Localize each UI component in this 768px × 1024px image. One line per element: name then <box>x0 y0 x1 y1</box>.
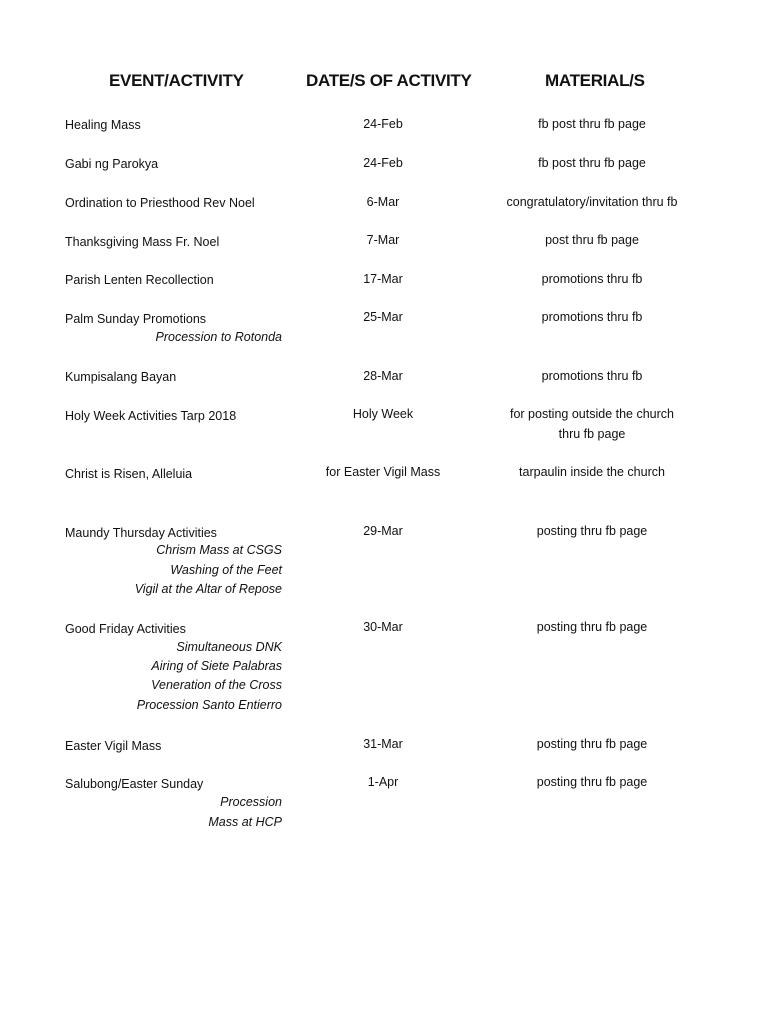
material-cell <box>542 308 643 328</box>
material-line: fb post thru fb page <box>538 156 646 170</box>
material-cell <box>542 367 643 387</box>
material-line: posting thru fb page <box>536 620 648 634</box>
activity-date: 6-Mar <box>366 195 400 209</box>
event-name: Gabi ng Parokya <box>65 157 159 171</box>
material-line: tarpaulin inside the church <box>519 465 665 479</box>
sub-activity: Procession to Rotonda <box>155 330 282 344</box>
activity-date: Holy Week <box>352 407 414 421</box>
sub-activity: Procession Santo Entierro <box>136 698 282 712</box>
sub-activity: Vigil at the Altar of Repose <box>134 582 282 596</box>
material-cell <box>537 735 648 755</box>
material-cell <box>507 193 678 213</box>
activity-date: 29-Mar <box>363 524 403 538</box>
event-name: Healing Mass <box>65 118 141 132</box>
material-line: promotions thru fb <box>541 272 643 286</box>
sub-activity: Mass at HCP <box>208 815 282 829</box>
material-line: posting thru fb page <box>536 775 648 789</box>
activity-date: 1-Apr <box>367 775 399 789</box>
activity-date: 25-Mar <box>363 310 403 324</box>
activity-date: 24-Feb <box>363 156 403 170</box>
event-name: Good Friday Activities <box>65 622 186 636</box>
event-name: Palm Sunday Promotions <box>65 312 207 326</box>
material-cell <box>537 522 648 542</box>
activity-date: for Easter Vigil Mass <box>325 465 441 479</box>
event-name: Kumpisalang Bayan <box>65 370 177 384</box>
material-line: promotions thru fb <box>541 310 643 324</box>
material-line: for posting outside the church <box>510 407 674 421</box>
sub-activity: Simultaneous DNK <box>176 640 282 654</box>
material-cell <box>519 463 665 483</box>
sub-activity: Procession <box>220 795 282 809</box>
material-cell <box>537 773 648 793</box>
material-line: congratulatory/invitation thru fb <box>506 195 678 209</box>
activity-date: 30-Mar <box>363 620 403 634</box>
material-line: fb post thru fb page <box>538 117 646 131</box>
material-cell <box>538 115 646 135</box>
event-name: Maundy Thursday Activities <box>65 526 217 540</box>
activity-date: 24-Feb <box>363 117 403 131</box>
material-cell <box>510 405 674 444</box>
material-line: thru fb page <box>558 426 626 441</box>
activity-date: 31-Mar <box>363 737 403 751</box>
event-name: Christ is Risen, Alleluia <box>65 467 193 481</box>
material-line: post thru fb page <box>545 233 639 247</box>
material-cell <box>537 618 648 638</box>
material-cell <box>542 270 643 290</box>
event-name: Holy Week Activities Tarp 2018 <box>65 409 237 423</box>
materials-header: MATERIAL/S <box>545 71 645 90</box>
sub-activity: Veneration of the Cross <box>151 678 282 692</box>
material-line: posting thru fb page <box>536 737 648 751</box>
activity-date: 28-Mar <box>363 369 403 383</box>
material-line: promotions thru fb <box>541 369 643 383</box>
event-name: Salubong/Easter Sunday <box>65 777 204 791</box>
event-name: Parish Lenten Recollection <box>65 273 214 287</box>
material-cell <box>538 154 646 174</box>
event-activity-header: EVENT/ACTIVITY <box>109 71 244 90</box>
event-name: Ordination to Priesthood Rev Noel <box>65 196 255 210</box>
event-name: Easter Vigil Mass <box>65 739 162 753</box>
activity-date: 7-Mar <box>366 233 400 247</box>
material-line: posting thru fb page <box>536 524 648 538</box>
dates-of-activity-header: DATE/S OF ACTIVITY <box>306 71 472 90</box>
event-name: Thanksgiving Mass Fr. Noel <box>65 235 220 249</box>
sub-activity: Washing of the Feet <box>170 563 282 577</box>
activity-date: 17-Mar <box>363 272 403 286</box>
sub-activity: Airing of Siete Palabras <box>151 659 282 673</box>
sub-activity: Chrism Mass at CSGS <box>156 543 282 557</box>
material-cell <box>545 231 639 251</box>
